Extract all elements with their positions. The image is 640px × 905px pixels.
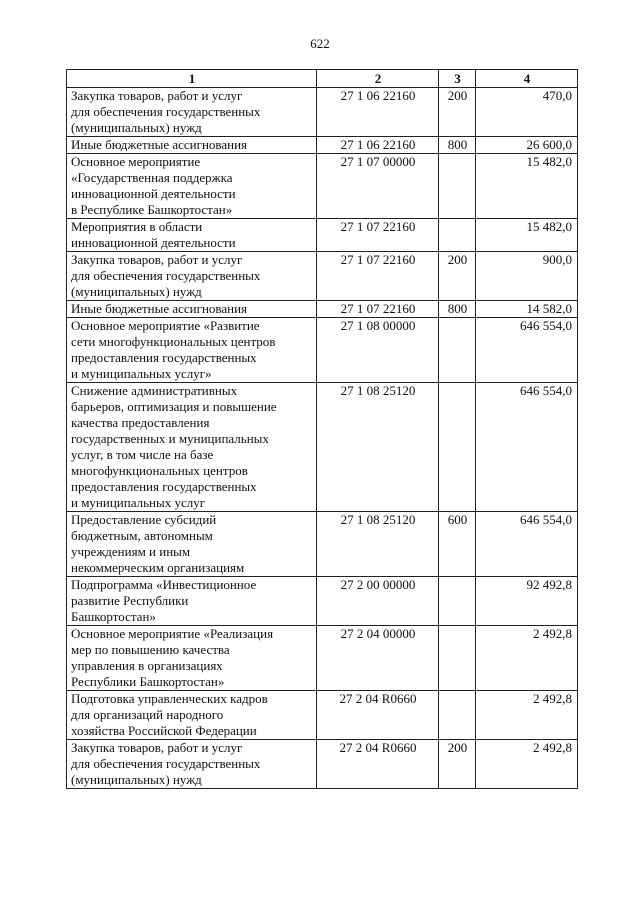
table-row <box>67 154 578 219</box>
row-name-line: хозяйства Российской Федерации <box>71 723 257 738</box>
row-amount-cell: 92 492,8 <box>476 577 578 626</box>
row-name-cell <box>67 512 317 577</box>
row-name-cell <box>67 577 317 626</box>
row-name-line: качества предоставления <box>71 415 210 430</box>
row-name-line: Основное мероприятие «Развитие <box>71 318 260 333</box>
row-name-line: предоставления государственных <box>71 479 257 494</box>
row-name-line: Иные бюджетные ассигнования <box>71 301 248 316</box>
row-code-cell: 27 1 07 22160 <box>317 252 439 301</box>
row-name-line: Закупка товаров, работ и услуг <box>71 252 243 267</box>
table-row <box>67 383 578 512</box>
row-type-cell: 200 <box>439 252 476 301</box>
row-name-line: некоммерческим организациям <box>71 560 245 575</box>
row-name-line: для организаций народного <box>71 707 224 722</box>
row-type-cell: 800 <box>439 301 476 318</box>
header-col-4: 4 <box>476 70 578 88</box>
row-type-cell <box>439 577 476 626</box>
row-name-line: для обеспечения государственных <box>71 104 261 119</box>
row-code-cell: 27 1 08 00000 <box>317 318 439 383</box>
row-name-cell <box>67 740 317 789</box>
row-name-line: (муниципальных) нужд <box>71 284 202 299</box>
row-name-line: и муниципальных услуг <box>71 495 206 510</box>
row-name-line: Основное мероприятие <box>71 154 201 169</box>
row-code-cell: 27 1 06 22160 <box>317 137 439 154</box>
table-row <box>67 88 578 137</box>
row-amount-cell: 646 554,0 <box>476 318 578 383</box>
row-amount-cell: 26 600,0 <box>476 137 578 154</box>
row-name-line: мер по повышению качества <box>71 642 230 657</box>
row-amount-cell: 2 492,8 <box>476 740 578 789</box>
row-amount-cell: 2 492,8 <box>476 691 578 740</box>
table-row <box>67 219 578 252</box>
table-row <box>67 740 578 789</box>
header-col-2: 2 <box>317 70 439 88</box>
row-amount-cell: 646 554,0 <box>476 383 578 512</box>
row-type-cell: 600 <box>439 512 476 577</box>
row-amount-cell: 14 582,0 <box>476 301 578 318</box>
row-name-line: Основное мероприятие «Реализация <box>71 626 274 641</box>
row-name-line: барьеров, оптимизация и повышение <box>71 399 277 414</box>
row-name-cell <box>67 137 317 154</box>
row-name-cell <box>67 318 317 383</box>
table-row <box>67 301 578 318</box>
row-type-cell <box>439 626 476 691</box>
header-row <box>67 70 578 88</box>
row-name-cell <box>67 88 317 137</box>
table-row <box>67 512 578 577</box>
table-row <box>67 577 578 626</box>
row-amount-cell: 470,0 <box>476 88 578 137</box>
row-code-cell: 27 1 06 22160 <box>317 88 439 137</box>
row-type-cell: 800 <box>439 137 476 154</box>
row-name-line: и муниципальных услуг» <box>71 366 212 381</box>
row-name-line: бюджетным, автономным <box>71 528 213 543</box>
row-name-line: инновационной деятельности <box>71 186 236 201</box>
row-name-line: Предоставление субсидий <box>71 512 217 527</box>
row-amount-cell: 900,0 <box>476 252 578 301</box>
row-amount-cell: 2 492,8 <box>476 626 578 691</box>
row-name-cell <box>67 626 317 691</box>
row-name-line: в Республике Башкортостан» <box>71 202 233 217</box>
table-body <box>67 88 578 789</box>
row-name-line: для обеспечения государственных <box>71 268 261 283</box>
table-row <box>67 252 578 301</box>
row-name-cell <box>67 301 317 318</box>
table-row <box>67 137 578 154</box>
row-name-line: (муниципальных) нужд <box>71 772 202 787</box>
row-name-cell <box>67 154 317 219</box>
row-code-cell: 27 2 00 00000 <box>317 577 439 626</box>
row-code-cell: 27 2 04 00000 <box>317 626 439 691</box>
row-name-line: для обеспечения государственных <box>71 756 261 771</box>
row-name-line: Башкортостан» <box>71 609 156 624</box>
row-name-cell <box>67 691 317 740</box>
row-name-cell <box>67 252 317 301</box>
row-name-line: (муниципальных) нужд <box>71 120 202 135</box>
row-name-line: Подготовка управленческих кадров <box>71 691 268 706</box>
row-type-cell: 200 <box>439 88 476 137</box>
row-amount-cell: 646 554,0 <box>476 512 578 577</box>
row-code-cell: 27 1 08 25120 <box>317 512 439 577</box>
row-name-line: Закупка товаров, работ и услуг <box>71 740 243 755</box>
row-code-cell: 27 1 07 22160 <box>317 301 439 318</box>
row-name-line: «Государственная поддержка <box>71 170 233 185</box>
row-name-line: инновационной деятельности <box>71 235 236 250</box>
row-name-cell <box>67 383 317 512</box>
table-row <box>67 691 578 740</box>
header-col-1: 1 <box>67 70 317 88</box>
header-col-3: 3 <box>439 70 476 88</box>
row-code-cell: 27 1 07 22160 <box>317 219 439 252</box>
row-name-line: многофункциональных центров <box>71 463 248 478</box>
row-name-line: Иные бюджетные ассигнования <box>71 137 248 152</box>
row-type-cell <box>439 154 476 219</box>
page-number: 622 <box>310 36 330 51</box>
row-type-cell <box>439 219 476 252</box>
row-type-cell <box>439 383 476 512</box>
table-row <box>67 318 578 383</box>
row-name-line: учреждениям и иным <box>71 544 191 559</box>
row-name-line: Мероприятия в области <box>71 219 203 234</box>
row-name-line: государственных и муниципальных <box>71 431 269 446</box>
row-code-cell: 27 2 04 R0660 <box>317 740 439 789</box>
budget-table <box>66 69 578 789</box>
row-name-line: управления в организациях <box>71 658 223 673</box>
row-name-cell <box>67 219 317 252</box>
row-type-cell <box>439 318 476 383</box>
row-name-line: услуг, в том числе на базе <box>71 447 214 462</box>
row-amount-cell: 15 482,0 <box>476 154 578 219</box>
row-name-line: развитие Республики <box>71 593 189 608</box>
row-name-line: Закупка товаров, работ и услуг <box>71 88 243 103</box>
row-name-line: Республики Башкортостан» <box>71 674 225 689</box>
row-code-cell: 27 2 04 R0660 <box>317 691 439 740</box>
table-row <box>67 626 578 691</box>
row-amount-cell: 15 482,0 <box>476 219 578 252</box>
row-code-cell: 27 1 08 25120 <box>317 383 439 512</box>
row-name-line: сети многофункциональных центров <box>71 334 276 349</box>
row-type-cell <box>439 691 476 740</box>
row-code-cell: 27 1 07 00000 <box>317 154 439 219</box>
row-name-line: Подпрограмма «Инвестиционное <box>71 577 257 592</box>
row-name-line: Снижение административных <box>71 383 238 398</box>
row-name-line: предоставления государственных <box>71 350 257 365</box>
row-type-cell: 200 <box>439 740 476 789</box>
